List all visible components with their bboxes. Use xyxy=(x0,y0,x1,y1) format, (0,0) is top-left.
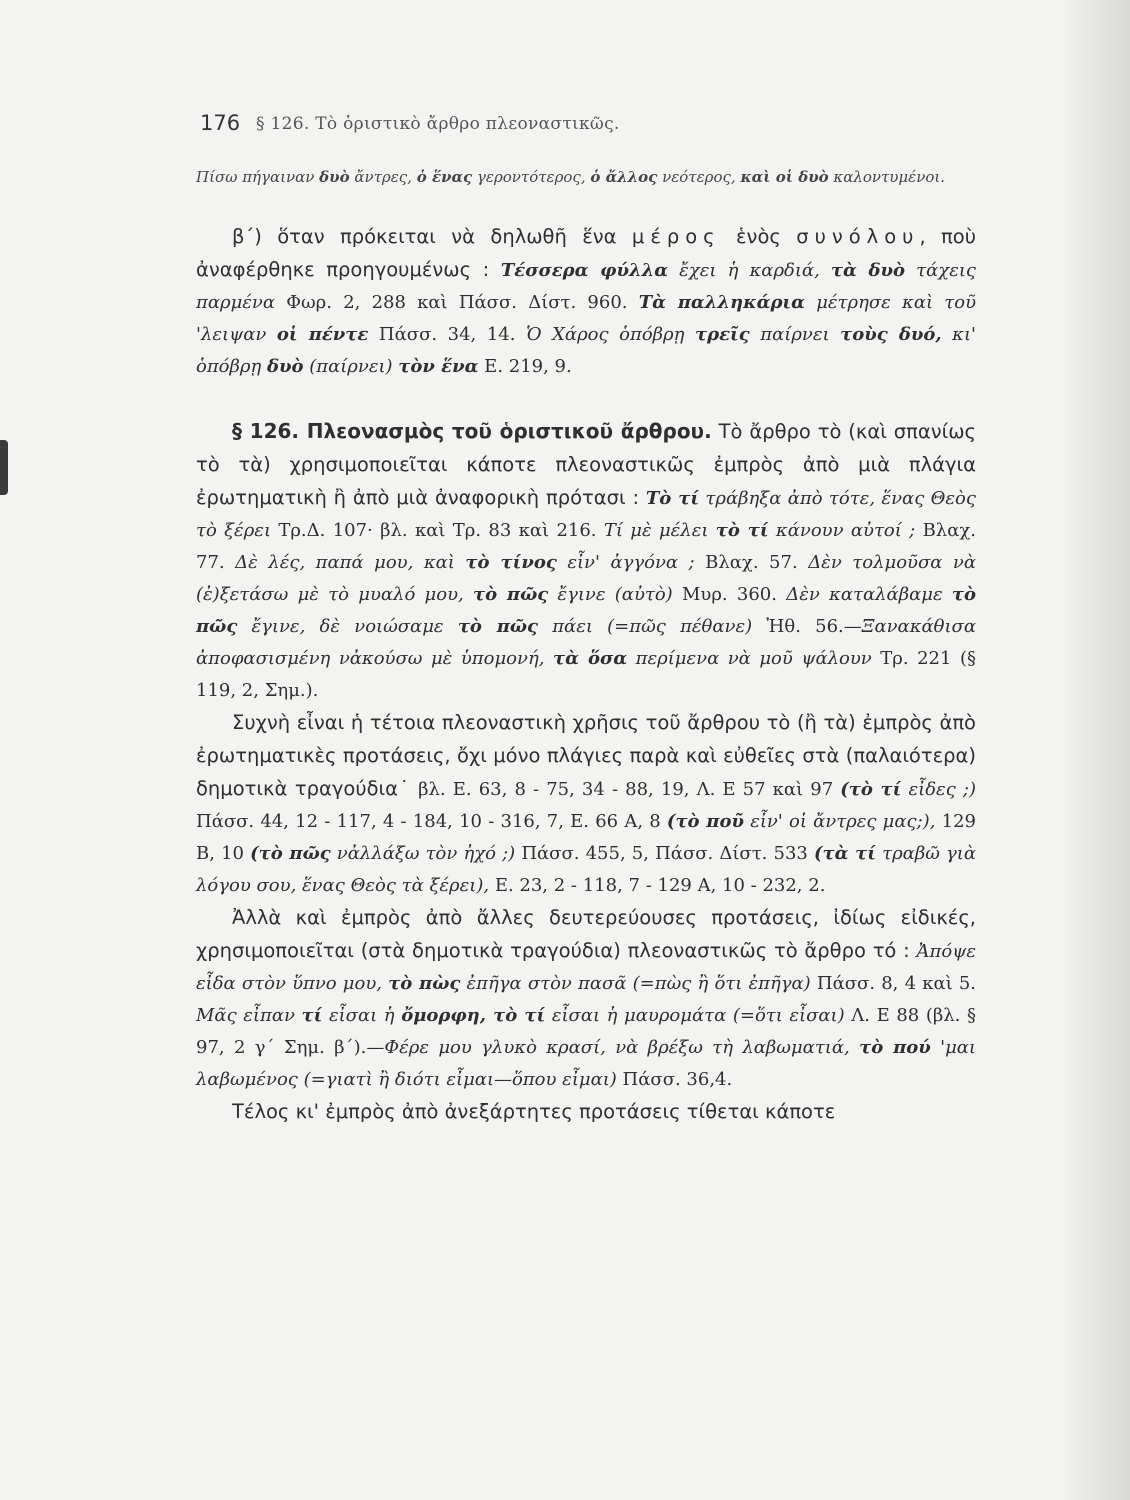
paragraph-independent-clauses: Τέλος κι' ἐμπρὸς ἀπὸ ἀνεξάρτητες προτάσεις τίθεται κάποτε xyxy=(232,1100,836,1123)
running-head: § 126. Τὸ ὁριστικὸ ἄρθρο πλεοναστικῶς. xyxy=(256,114,620,134)
paragraph-subordinate-clauses: Ἀλλὰ καὶ ἐμπρὸς ἀπὸ ἄλλες δευτερεύουσες προτάσεις, ἰδίως εἰδικές, χρησιμοποιεῖται (στὰ δημοτικὰ τραγούδια) πλεοναστικῶς τὸ ἄρθρο τό : Ἀπόψε εἶδα στὸν ὕπνο μου, τὸ πὼς ἐπῆγα στὸν πασᾶ (=πὼς ἢ ὅτι ἐπῆγα) Πάσσ. 8, 4 καὶ 5. Μᾶς εἶπαν τί εἶσαι ἡ ὄμορφη, τὸ τί εἶσαι ἡ μαυρομάτα (=ὅτι εἶσαι) Λ. Ε 88 (βλ. § 97, 2 γ΄ Σημ. β΄).—Φέρε μου γλυκὸ κρασί, νὰ βρέξω τὴ λαβωματιά, τὸ πού 'μαι λαβωμένος (=γιατὶ ἢ διότι εἶμαι—ὅπου εἶμαι) Πάσσ. 36,4. xyxy=(196,906,976,1090)
page-number: 176 xyxy=(200,111,241,135)
section-heading: § 126. Πλεονασμὸς τοῦ ὁριστικοῦ ἄρθρου. xyxy=(232,419,712,443)
page-header xyxy=(200,111,980,141)
example-quote-top: Πίσω πήγαιναν δυὸ ἄντρες, ὁ ἕνας γεροντότερος, ὁ ἄλλος νεότερος, καὶ οἱ δυὸ καλοντυμένοι. xyxy=(196,168,946,186)
scan-edge-mark xyxy=(0,440,8,495)
page-content xyxy=(196,165,976,1129)
paragraph-frequent-use: Συχνὴ εἶναι ἡ τέτοια πλεοναστικὴ χρῆσις τοῦ ἄρθρου τὸ (ἢ τὰ) ἐμπρὸς ἀπὸ ἐρωτηματικὲς προτάσεις, ὄχι μόνο πλάγιες παρὰ καὶ εὐθεῖες στὰ (παλαιότερα) δημοτικὰ τραγούδια˙ βλ. Ε. 63, 8 - 75, 34 - 88, 19, Λ. Ε 57 καὶ 97 (τὸ τί εἶδες ;) Πάσσ. 44, 12 - 117, 4 - 184, 10 - 316, 7, Ε. 66 Α, 8 (τὸ ποῦ εἶν' οἱ ἄντρες μας;), 129 Β, 10 (τὸ πῶς νἀλλάξω τὸν ἠχό ;) Πάσσ. 455, 5, Πάσσ. Δίστ. 533 (τὰ τί τραβῶ γιὰ λόγου σου, ἕνας Θεὸς τὰ ξέρει), Ε. 23, 2 - 118, 7 - 129 Α, 10 - 232, 2. xyxy=(196,711,976,896)
page-binding-shadow xyxy=(1060,0,1130,1500)
paragraph-beta: β΄) ὅταν πρόκειται νὰ δηλωθῆ ἕνα μέρος ἑνὸς συνόλου, ποὺ ἀναφέρθηκε προηγουμένως : Τέσσερα φύλλα ἔχει ἡ καρδιά, τὰ δυὸ τάχεις παρμένα Φωρ. 2, 288 καὶ Πάσσ. Δίστ. 960. Τὰ παλληκάρια μέτρησε καὶ τοῦ 'λειψαν οἱ πέντε Πάσσ. 34, 14. Ὁ Χάρος ὁπόβρῃ τρεῖς παίρνει τοὺς δυό, κι' ὁπόβρῃ δυὸ (παίρνει) τὸν ἕνα Ε. 219, 9. xyxy=(196,225,977,377)
section-126-paragraph: § 126. Πλεονασμὸς τοῦ ὁριστικοῦ ἄρθρου. Τὸ ἄρθρο τὸ (καὶ σπανίως τὸ τὰ) χρησιμοποιεῖται κάποτε πλεοναστικῶς ἐμπρὸς ἀπὸ μιὰ πλάγια ἐρωτηματικὴ ἢ ἀπὸ μιὰ ἀναφορικὴ πρότασι : Τὸ τί τράβηξα ἀπὸ τότε, ἕνας Θεὸς τὸ ξέρει Τρ.Δ. 107· βλ. καὶ Τρ. 83 καὶ 216. Τί μὲ μέλει τὸ τί κάνουν αὐτοί ; Βλαχ. 77. Δὲ λές, παπά μου, καὶ τὸ τίνος εἶν' ἀγγόνα ; Βλαχ. 57. Δὲν τολμοῦσα νὰ (ἐ)ξετάσω μὲ τὸ μυαλό μου, τὸ πῶς ἔγινε (αὐτὸ) Μυρ. 360. Δὲν καταλάβαμε τὸ πῶς ἔγινε, δὲ νοιώσαμε τὸ πῶς πάει (=πῶς πέθανε) Ἠθ. 56.—Ξανακάθισα ἀποφασισμένη νἀκούσω μὲ ὑπομονή, τὰ ὅσα περίμενα νὰ μοῦ ψάλουν Τρ. 221 (§ 119, 2, Σημ.). xyxy=(196,419,977,701)
